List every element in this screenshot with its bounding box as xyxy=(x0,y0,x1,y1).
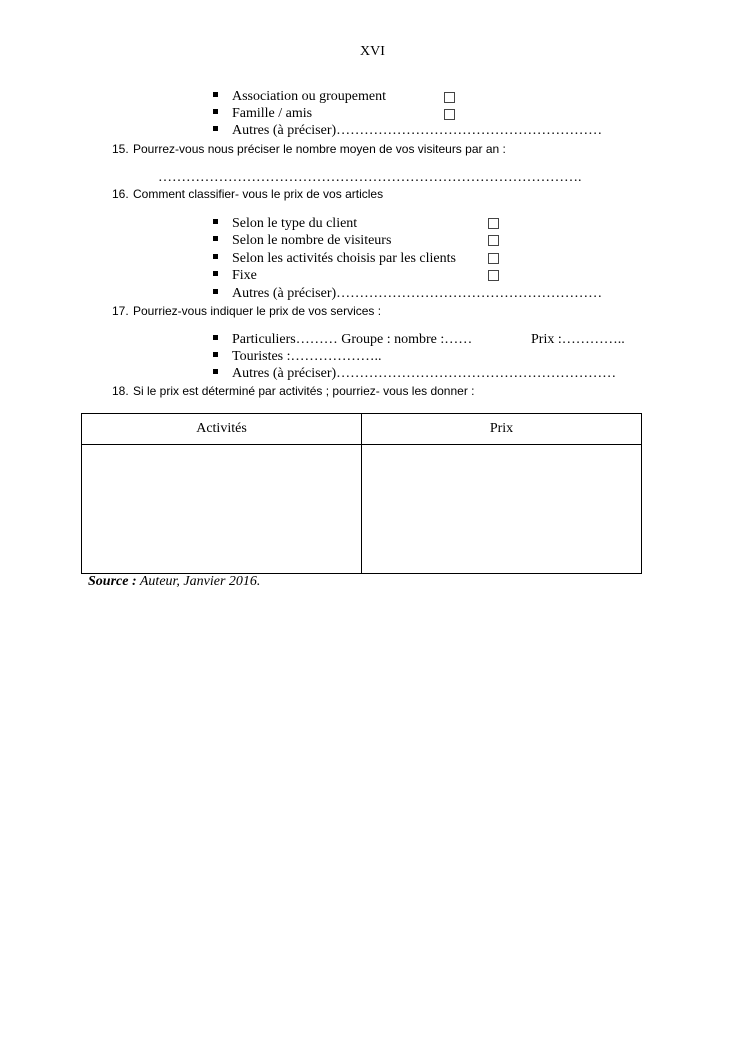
bullet-square-icon xyxy=(213,254,218,259)
source-caption xyxy=(88,574,260,590)
option-label: Fixe xyxy=(232,268,257,283)
bullet-square-icon xyxy=(213,271,218,276)
checkbox-famille[interactable] xyxy=(444,109,455,120)
option-label: Association ou groupement xyxy=(232,89,386,104)
question-number: 17. xyxy=(112,304,129,318)
option-association xyxy=(213,89,386,105)
prix-cell[interactable] xyxy=(362,445,642,574)
option-label: Selon le type du client xyxy=(232,216,358,231)
option-autres-14 xyxy=(213,123,602,139)
option-label: Autres (à préciser)………………………………………………… xyxy=(232,123,603,138)
option-famille xyxy=(213,106,312,122)
checkbox-type-client[interactable] xyxy=(488,218,499,229)
bullet-square-icon xyxy=(213,219,218,224)
bullet-square-icon xyxy=(213,236,218,241)
bullet-square-icon xyxy=(213,352,218,357)
activites-cell[interactable] xyxy=(82,445,362,574)
option-type-client xyxy=(213,216,357,232)
checkbox-fixe[interactable] xyxy=(488,270,499,281)
option-fixe xyxy=(213,268,257,284)
question-number: 16. xyxy=(112,187,129,201)
header-activites: Activités xyxy=(82,414,362,445)
question-number: 15. xyxy=(112,142,129,156)
source-text: Auteur, Janvier 2016. xyxy=(136,574,261,589)
option-label: Selon le nombre de visiteurs xyxy=(232,233,392,248)
option-label: Famille / amis xyxy=(232,106,313,121)
prix-field: Prix :………….. xyxy=(531,332,625,347)
activities-price-table xyxy=(81,413,642,574)
question-18 xyxy=(112,384,474,398)
question-text: Comment classifier- vous le prix de vos articles xyxy=(133,187,384,201)
option-touristes xyxy=(213,349,382,365)
table-header-row xyxy=(82,414,642,445)
checkbox-activites-choisis[interactable] xyxy=(488,253,499,264)
question-number: 18. xyxy=(112,384,129,398)
checkbox-association[interactable] xyxy=(444,92,455,103)
option-autres-17 xyxy=(213,366,616,382)
question-text: Pourriez-vous indiquer le prix de vos services : xyxy=(133,304,382,318)
option-activites-choisis xyxy=(213,251,456,267)
option-particuliers xyxy=(213,332,472,348)
option-nombre-visiteurs xyxy=(213,233,391,249)
particuliers-label: Particuliers……… Groupe : nombre :…… xyxy=(232,332,473,347)
bullet-square-icon xyxy=(213,289,218,294)
option-autres-16 xyxy=(213,286,602,302)
bullet-square-icon xyxy=(213,92,218,97)
option-label: Autres (à préciser)………………………………………………… xyxy=(232,286,603,301)
bullet-square-icon xyxy=(213,369,218,374)
option-label: Selon les activités choisis par les clients xyxy=(232,251,456,266)
touristes-label: Touristes :……………….. xyxy=(232,349,382,364)
question-16 xyxy=(112,187,383,201)
question-17 xyxy=(112,304,381,318)
question-text: Pourrez-vous nous préciser le nombre moyen de vos visiteurs par an : xyxy=(133,142,506,156)
header-prix: Prix xyxy=(362,414,642,445)
checkbox-nombre-visiteurs[interactable] xyxy=(488,235,499,246)
option-label: Autres (à préciser)…………………………………………………… xyxy=(232,366,617,381)
source-label: Source : xyxy=(88,574,137,589)
page-number: XVI xyxy=(360,44,385,59)
question-15 xyxy=(112,142,506,156)
bullet-square-icon xyxy=(213,335,218,340)
bullet-square-icon xyxy=(213,126,218,131)
answer-line-15: ………………………………………………………………………………. xyxy=(158,170,582,185)
question-text: Si le prix est déterminé par activités ; pourriez- vous les donner : xyxy=(133,384,475,398)
table-row xyxy=(82,445,642,574)
bullet-square-icon xyxy=(213,109,218,114)
